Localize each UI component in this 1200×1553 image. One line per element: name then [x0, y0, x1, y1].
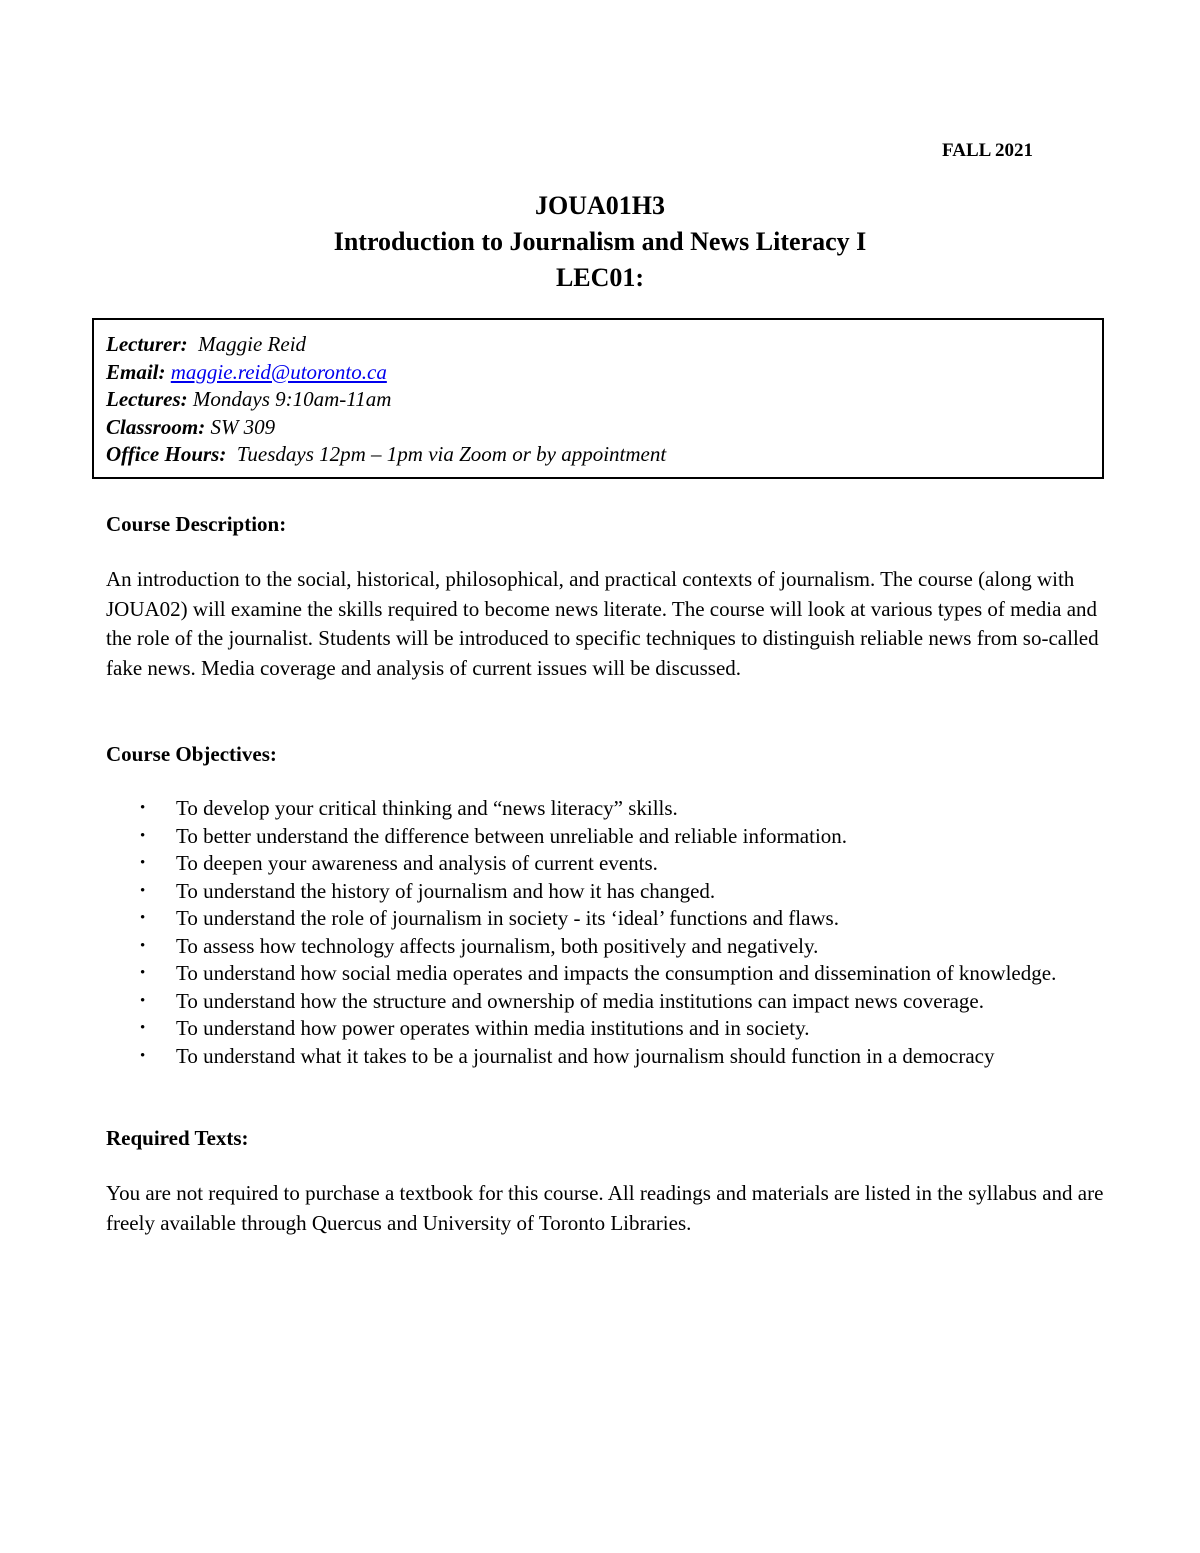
course-objectives-list — [106, 795, 1106, 1070]
office-hours-value: Tuesdays 12pm – 1pm via Zoom or by appointment — [236, 442, 667, 466]
bullet-icon: • — [140, 910, 146, 926]
course-code: JOUA01H3 — [535, 191, 665, 220]
course-objectives-heading: Course Objectives: — [106, 742, 277, 766]
objective-item — [106, 823, 1106, 851]
lectures-value: Mondays 9:10am-11am — [192, 387, 392, 411]
objective-item — [106, 933, 1106, 961]
course-title: Introduction to Journalism and News Literacy I — [333, 227, 867, 256]
course-section: LEC01: — [555, 263, 645, 292]
lecturer-value: Maggie Reid — [198, 332, 307, 356]
bullet-icon: • — [140, 882, 146, 899]
objective-text: To understand the history of journalism and how it has changed. — [176, 878, 716, 903]
title-block — [0, 188, 1200, 296]
objective-item — [106, 960, 1106, 988]
term-label: FALL 2021 — [942, 140, 1033, 161]
course-info-box — [92, 318, 1104, 479]
objective-text: To understand how social media operates and impacts the consumption and dissemination of knowledge. — [176, 961, 1057, 985]
bullet-icon: • — [140, 1047, 146, 1064]
bullet-icon: • — [140, 937, 146, 954]
lectures-row — [106, 386, 1102, 414]
lecturer-label: Lecturer: — [106, 332, 188, 356]
bullet-icon: • — [140, 800, 146, 816]
required-texts-text: You are not required to purchase a textbook for this course. All readings and materials are listed in the syllabus and are freely available through Quercus and University of Toronto Libraries. — [106, 1181, 1104, 1235]
classroom-row — [106, 414, 1102, 442]
objective-text: To understand what it takes to be a journalist and how journalism should function in a democracy — [176, 1043, 995, 1068]
bullet-icon: • — [140, 992, 146, 1009]
office-hours-row — [106, 441, 1102, 469]
objective-item — [106, 905, 1106, 933]
objective-text: To assess how technology affects journalism, both positively and negatively. — [176, 933, 819, 958]
objective-item — [106, 795, 1106, 823]
objective-text: To deepen your awareness and analysis of current events. — [176, 851, 658, 875]
objective-text: To understand how the structure and ownership of media institutions can impact news coverage. — [176, 988, 984, 1013]
bullet-icon: • — [140, 1020, 146, 1036]
required-texts-heading: Required Texts: — [106, 1126, 249, 1150]
objective-item — [106, 850, 1106, 878]
objective-text: To understand how power operates within media institutions and in society. — [176, 1016, 810, 1040]
bullet-icon: • — [140, 965, 146, 981]
objective-item — [106, 878, 1106, 906]
email-link[interactable]: maggie.reid@utoronto.ca — [170, 359, 387, 384]
email-row — [106, 359, 1102, 387]
objective-text: To understand the role of journalism in society - its ‘ideal’ functions and flaws. — [176, 906, 839, 930]
bullet-icon: • — [140, 827, 146, 844]
classroom-value: SW 309 — [210, 414, 276, 439]
objective-item — [106, 988, 1106, 1016]
classroom-label: Classroom: — [106, 414, 206, 439]
lectures-label: Lectures: — [106, 387, 188, 411]
objective-text: To develop your critical thinking and “news literacy” skills. — [176, 796, 678, 820]
lecturer-row — [106, 331, 1102, 359]
bullet-icon: • — [140, 855, 146, 871]
email-label: Email: — [106, 359, 166, 384]
objective-item — [106, 1043, 1106, 1071]
office-hours-label: Office Hours: — [106, 442, 227, 466]
objective-text: To better understand the difference between unreliable and reliable information. — [176, 823, 848, 848]
objective-item — [106, 1015, 1106, 1043]
course-description-text: An introduction to the social, historical, philosophical, and practical contexts of journalism. The course (along with JOUA02) will examine the skills required to become news literate. The course will look at various types of media and the role of the journalist. Students will be introduced to specific techniques to distinguish reliable news from so-called fake news. Media coverage and analysis of current issues will be discussed. — [106, 567, 1099, 680]
course-description-heading: Course Description: — [106, 512, 287, 536]
